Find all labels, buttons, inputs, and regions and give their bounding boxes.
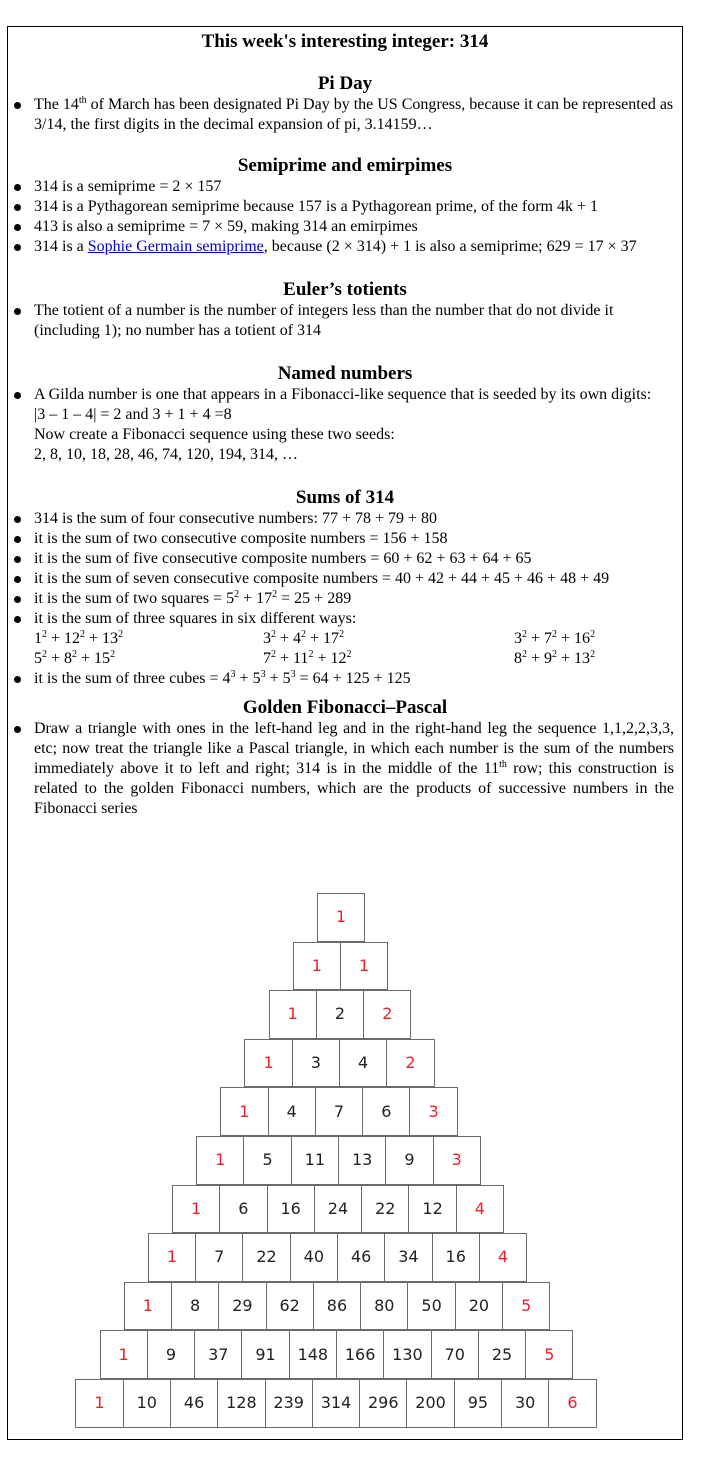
sophie-germain-link[interactable]: Sophie Germain semiprime [87,238,264,255]
three-squares-entry: $8^2 + 9^2 + 13^2$ [514,649,596,667]
list-item [8,385,682,465]
triangle-row [76,1379,596,1428]
section-golden-fibonacci-pascal [8,697,682,819]
three-squares-entry: $5^2 + 8^2 + 15^2$ [34,649,116,667]
triangle-cell: 5 [502,1282,550,1331]
triangle-cell: 7 [315,1087,363,1136]
triangle-cell: 3 [433,1136,481,1185]
triangle-row [318,893,365,942]
text: + 17 [239,590,273,607]
triangle-cell: 1 [220,1087,268,1136]
section-heading: Named numbers [277,363,413,384]
triangle-row [221,1087,457,1136]
triangle-cell: 1 [196,1136,244,1185]
triangle-cell: 9 [385,1136,433,1185]
text: Draw a triangle with ones in the left-hand leg and in the right-hand leg the sequence 1,1,2,2,3,3, etc; now treat the triangle like a Pascal triangle, in which each number is the sum of the numbers immediately above it to left and right; 314 is in the middle of the 11 [34,720,674,777]
section-heading: Sums of 314 [295,487,395,508]
triangle-cell: 4 [456,1185,504,1234]
triangle-cell: 95 [454,1379,502,1428]
triangle-cell: 1 [75,1379,123,1428]
triangle-cell: 8 [171,1282,219,1331]
text: it is the sum of three squares in six different ways: [34,610,357,627]
triangle-cell: 16 [267,1185,315,1234]
triangle-cell: 70 [431,1330,479,1379]
section-named-numbers [8,363,682,465]
triangle-cell: 2 [363,990,411,1039]
text: Now create a Fibonacci sequence using these two seeds: [34,426,395,443]
triangle-cell: 166 [336,1330,384,1379]
section-heading: Semiprime and emirpimes [237,155,453,176]
triangle-cell: 86 [313,1282,361,1331]
text: row; this construction is related to the golden Fibonacci numbers, which are the products of successive numbers in the Fibonacci series [34,760,674,817]
triangle-cell: 148 [289,1330,337,1379]
triangle-cell: 25 [478,1330,526,1379]
triangle-cell: 1 [244,1039,292,1088]
text: The 14 [34,96,79,113]
triangle-cell: 7 [195,1233,243,1282]
triangle-cell: 40 [290,1233,338,1282]
text: + 5 [265,670,291,687]
triangle-cell: 80 [360,1282,408,1331]
section-semiprime [8,155,682,257]
triangle-cell: 4 [479,1233,527,1282]
triangle-cell: 20 [455,1282,503,1331]
section-heading: Euler’s totients [283,279,407,300]
triangle-cell: 11 [291,1136,339,1185]
section-sums [8,487,682,689]
text: , because (2 × 314) + 1 is also a semiprime; 629 = 17 × 37 [263,238,637,255]
text: 314 is a [34,238,88,255]
triangle-cell: 5 [525,1330,573,1379]
text: A Gilda number is one that appears in a Fibonacci-like sequence that is seeded by its own digits: [34,386,652,403]
three-squares-grid [34,629,674,669]
triangle-cell: 1 [317,893,365,942]
list-item [8,609,682,669]
triangle-cell: 1 [148,1233,196,1282]
triangle-cell: 296 [359,1379,407,1428]
section-pi-day [8,73,682,135]
section-heading: Pi Day [317,73,373,94]
triangle-cell: 1 [340,942,388,991]
triangle-cell: 9 [147,1330,195,1379]
triangle-cell: 200 [406,1379,454,1428]
triangle-row [173,1185,504,1234]
list-item: it is the sum of seven consecutive composite numbers = 40 + 42 + 44 + 45 + 46 + 48 + 49 [8,569,682,589]
triangle-row [197,1136,481,1185]
list-item: 314 is a semiprime = 2 × 157 [8,177,682,197]
triangle-cell: 5 [243,1136,291,1185]
superscript: th [499,759,507,770]
triangle-cell: 1 [269,990,317,1039]
triangle-cell: 22 [242,1233,290,1282]
triangle-cell: 4 [268,1087,316,1136]
superscript: 2 [234,589,240,600]
text: of March has been designated Pi Day by the US Congress, because it can be represented as 3/14, the first digits in the decimal expansion of pi, 3.14159… [34,96,674,133]
triangle-cell: 1 [100,1330,148,1379]
triangle-cell: 37 [194,1330,242,1379]
list-item: it is the sum of two consecutive composite numbers = 156 + 158 [8,529,682,549]
list-item: 413 is also a semiprime = 7 × 59, making 314 an emirpimes [8,217,682,237]
triangle-cell: 29 [218,1282,266,1331]
document-frame [7,26,683,1440]
text: + 5 [235,670,261,687]
list-item [8,669,682,689]
triangle-cell: 10 [123,1379,171,1428]
superscript: 3 [290,669,296,680]
triangle-cell: 130 [383,1330,431,1379]
triangle-cell: 62 [266,1282,314,1331]
three-squares-entry: $7^2 + 11^2 + 12^2$ [263,649,352,667]
triangle-cell: 46 [170,1379,218,1428]
triangle-row [149,1233,527,1282]
triangle-cell: 16 [432,1233,480,1282]
triangle-cell: 6 [219,1185,267,1234]
text: it is the sum of two squares = 5 [34,590,235,607]
triangle-row [270,990,412,1039]
list-item [8,589,682,609]
triangle-cell: 24 [314,1185,362,1234]
list-item [8,95,682,135]
triangle-cell: 239 [265,1379,313,1428]
list-item [8,237,682,257]
triangle-cell: 12 [408,1185,456,1234]
triangle-cell: 50 [407,1282,455,1331]
superscript: 3 [230,669,236,680]
triangle-cell: 1 [124,1282,172,1331]
list-item: The totient of a number is the number of integers less than the number that do not divide it (including 1); no number has a totient of 314 [8,301,682,341]
triangle-cell: 46 [337,1233,385,1282]
triangle-cell: 22 [361,1185,409,1234]
section-heading: Golden Fibonacci–Pascal [242,697,448,718]
text: = 25 + 289 [277,590,352,607]
triangle-cell: 6 [548,1379,596,1428]
superscript: th [78,95,87,106]
superscript: 2 [272,589,278,600]
triangle-cell: 2 [316,990,364,1039]
triangle-cell: 314 [312,1379,360,1428]
text: = 64 + 125 + 125 [295,670,411,687]
fibonacci-pascal-triangle [8,893,684,1433]
triangle-cell: 2 [386,1039,434,1088]
triangle-cell: 3 [409,1087,457,1136]
triangle-cell: 30 [501,1379,549,1428]
three-squares-entry: $3^2 + 7^2 + 16^2$ [514,629,596,647]
page-title: This week's interesting integer: 314 [201,31,489,52]
triangle-cell: 1 [293,942,341,991]
text: |3 – 1 – 4| = 2 and 3 + 1 + 4 =8 [34,406,232,423]
list-item: it is the sum of five consecutive composite numbers = 60 + 62 + 63 + 64 + 65 [8,549,682,569]
list-item: 314 is a Pythagorean semiprime because 157 is a Pythagorean prime, of the form 4k + 1 [8,197,682,217]
triangle-cell: 91 [241,1330,289,1379]
triangle-row [245,1039,434,1088]
triangle-cell: 3 [292,1039,340,1088]
triangle-row [294,942,389,991]
triangle-row [125,1282,551,1331]
section-totients [8,279,682,341]
three-squares-entry: $1^2 + 12^2 + 13^2$ [34,629,124,647]
three-squares-entry: $3^2 + 4^2 + 17^2$ [263,629,345,647]
triangle-row [101,1330,574,1379]
text: it is the sum of three cubes = 4 [34,670,231,687]
triangle-cell: 4 [339,1039,387,1088]
triangle-cell: 6 [362,1087,410,1136]
triangle-cell: 13 [338,1136,386,1185]
text: 2, 8, 10, 18, 28, 46, 74, 120, 194, 314, … [34,446,298,463]
triangle-cell: 1 [172,1185,220,1234]
triangle-cell: 128 [217,1379,265,1428]
list-item: 314 is the sum of four consecutive numbers: 77 + 78 + 79 + 80 [8,509,682,529]
triangle-cell: 34 [384,1233,432,1282]
list-item [8,719,682,819]
superscript: 3 [260,669,266,680]
